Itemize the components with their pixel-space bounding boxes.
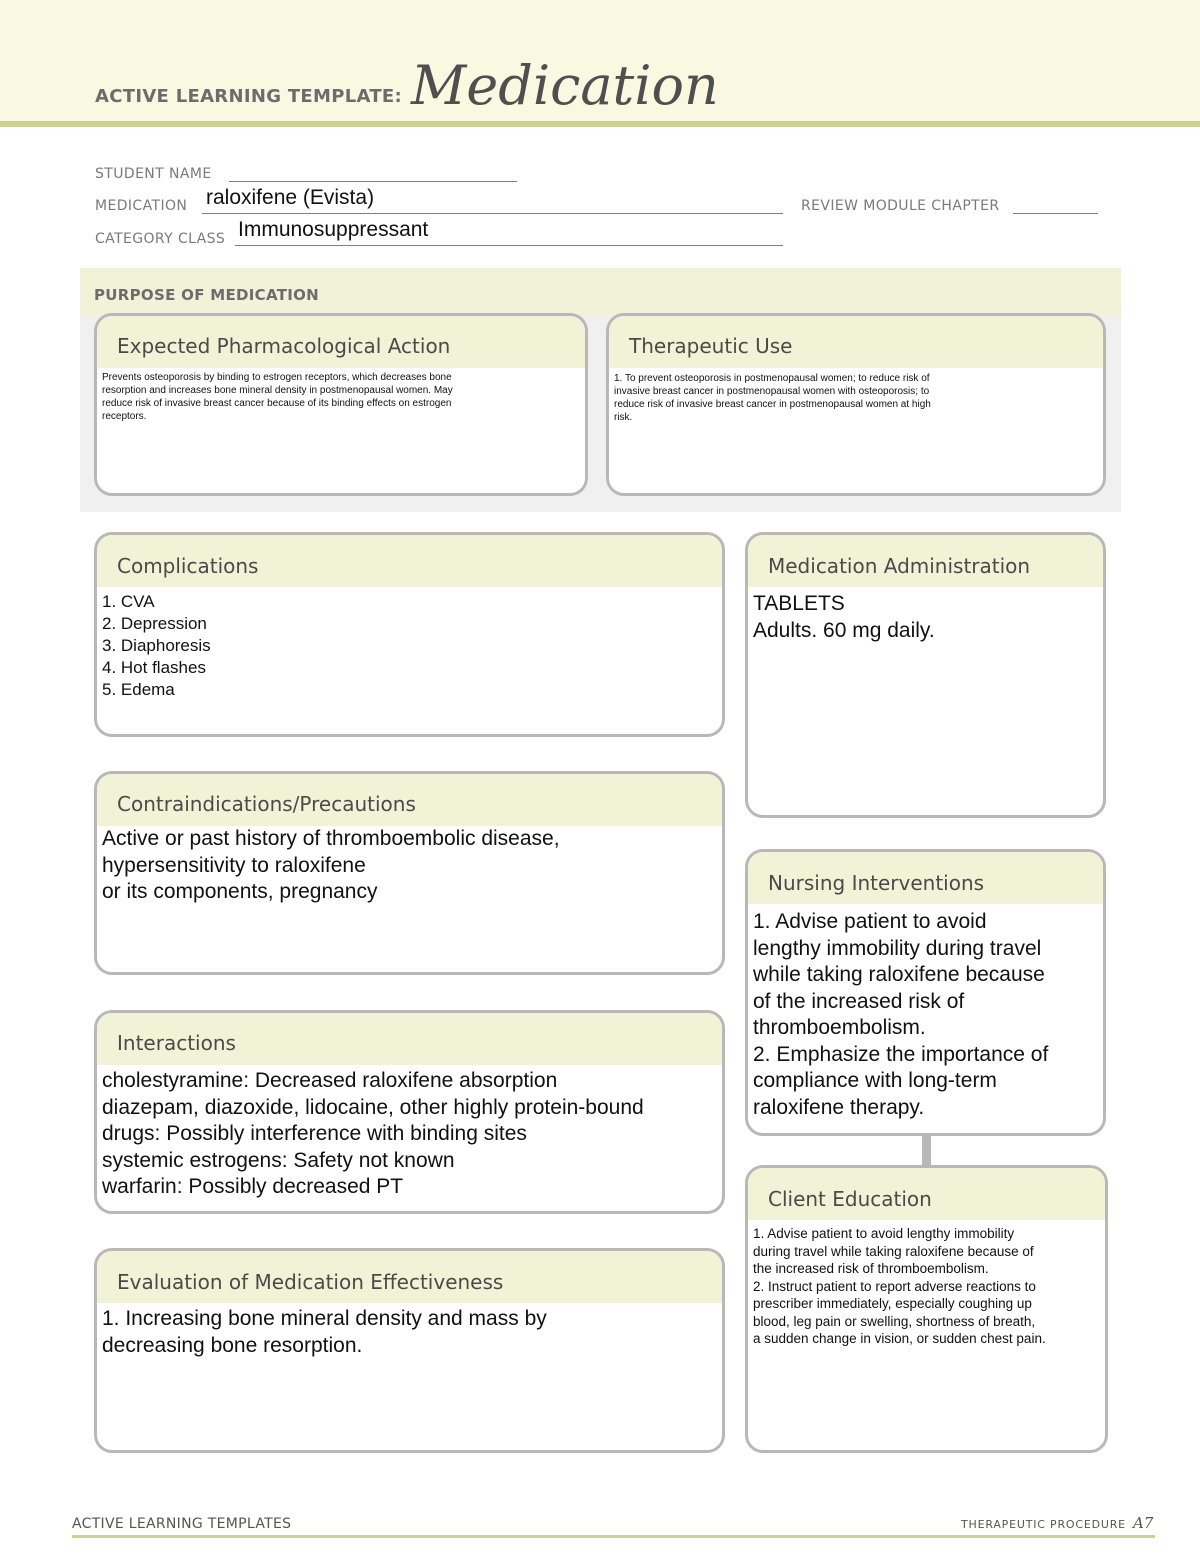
medication-administration-card <box>745 532 1106 818</box>
contraindications-text[interactable]: Active or past history of thromboembolic disease, hypersensitivity to raloxifene or its components, pregnancy <box>102 827 560 903</box>
therapeutic-use-text[interactable]: 1. To prevent osteoporosis in postmenopausal women; to reduce risk of invasive breast cancer in postmenopausal women with osteoporosis; to reduce risk of invasive breast cancer in postmenopausal women at high risk. <box>614 373 931 423</box>
footer-right: THERAPEUTIC PROCEDURE <box>961 1518 1126 1531</box>
evaluation-text[interactable]: 1. Increasing bone mineral density and mass by decreasing bone resorption. <box>102 1307 547 1357</box>
purpose-heading: PURPOSE OF MEDICATION <box>94 286 320 304</box>
review-module-line <box>1013 213 1098 214</box>
header-rule <box>0 121 1200 127</box>
category-class-line <box>235 245 783 246</box>
page-number: A7 <box>1133 1514 1154 1532</box>
nursing-interventions-title: Nursing Interventions <box>768 871 985 895</box>
category-class-label: CATEGORY CLASS <box>95 231 226 247</box>
review-module-label: REVIEW MODULE CHAPTER <box>801 198 1000 214</box>
card-connector <box>922 1134 931 1168</box>
evaluation-title: Evaluation of Medication Effectiveness <box>117 1270 504 1294</box>
medication-line <box>202 213 783 214</box>
interactions-title: Interactions <box>117 1031 236 1055</box>
student-name-line <box>229 181 517 182</box>
template-label: ACTIVE LEARNING TEMPLATE: <box>95 86 402 107</box>
complications-title: Complications <box>117 554 259 578</box>
medication-administration-text[interactable]: TABLETS Adults. 60 mg daily. <box>753 592 935 642</box>
footer-rule <box>72 1535 1155 1538</box>
contraindications-card <box>94 771 725 975</box>
client-education-title: Client Education <box>768 1187 932 1211</box>
category-class-field[interactable]: Immunosuppressant <box>238 218 429 241</box>
page-title: Medication <box>411 54 719 117</box>
client-education-card <box>745 1165 1108 1453</box>
interactions-text[interactable]: cholestyramine: Decreased raloxifene absorption diazepam, diazoxide, lidocaine, other highly protein-bound drugs: Possibly interference with binding sites systemic estrogens: Safety not known warfarin: Possibly decreased PT <box>102 1069 644 1198</box>
nursing-interventions-text[interactable]: 1. Advise patient to avoid lengthy immobility during travel while taking raloxifene because of the increased risk of thromboembolism. 2. Emphasize the importance of compliance with long-term raloxifene therapy. <box>753 910 1049 1119</box>
expected-action-title: Expected Pharmacological Action <box>117 334 451 358</box>
medication-administration-title: Medication Administration <box>768 554 1031 578</box>
client-education-text[interactable]: 1. Advise patient to avoid lengthy immobility during travel while taking raloxifene because of the increased risk of thromboembolism. 2. Instruct patient to report adverse reactions to prescriber immediately, especially coughing up blood, leg pain or swelling, shortness of breath, a sudden change in vision, or sudden chest pain. <box>753 1226 1046 1346</box>
expected-action-text[interactable]: Prevents osteoporosis by binding to estrogen receptors, which decreases bone resorption and increases bone mineral density in postmenopausal women. May reduce risk of invasive breast cancer because of its binding effects on estrogen receptors. <box>102 372 453 422</box>
nursing-interventions-card <box>745 849 1106 1136</box>
interactions-card <box>94 1010 725 1214</box>
expected-action-card <box>94 313 588 496</box>
footer-left: ACTIVE LEARNING TEMPLATES <box>72 1516 292 1532</box>
complications-text[interactable]: 1. CVA 2. Depression 3. Diaphoresis 4. Hot flashes 5. Edema <box>102 592 211 699</box>
contraindications-title: Contraindications/Precautions <box>117 792 416 816</box>
evaluation-card <box>94 1248 725 1453</box>
therapeutic-use-card <box>606 313 1106 496</box>
complications-card <box>94 532 725 737</box>
medication-label: MEDICATION <box>95 198 188 214</box>
student-name-label: STUDENT NAME <box>95 166 212 182</box>
medication-field[interactable]: raloxifene (Evista) <box>206 186 375 209</box>
therapeutic-use-title: Therapeutic Use <box>629 334 793 358</box>
